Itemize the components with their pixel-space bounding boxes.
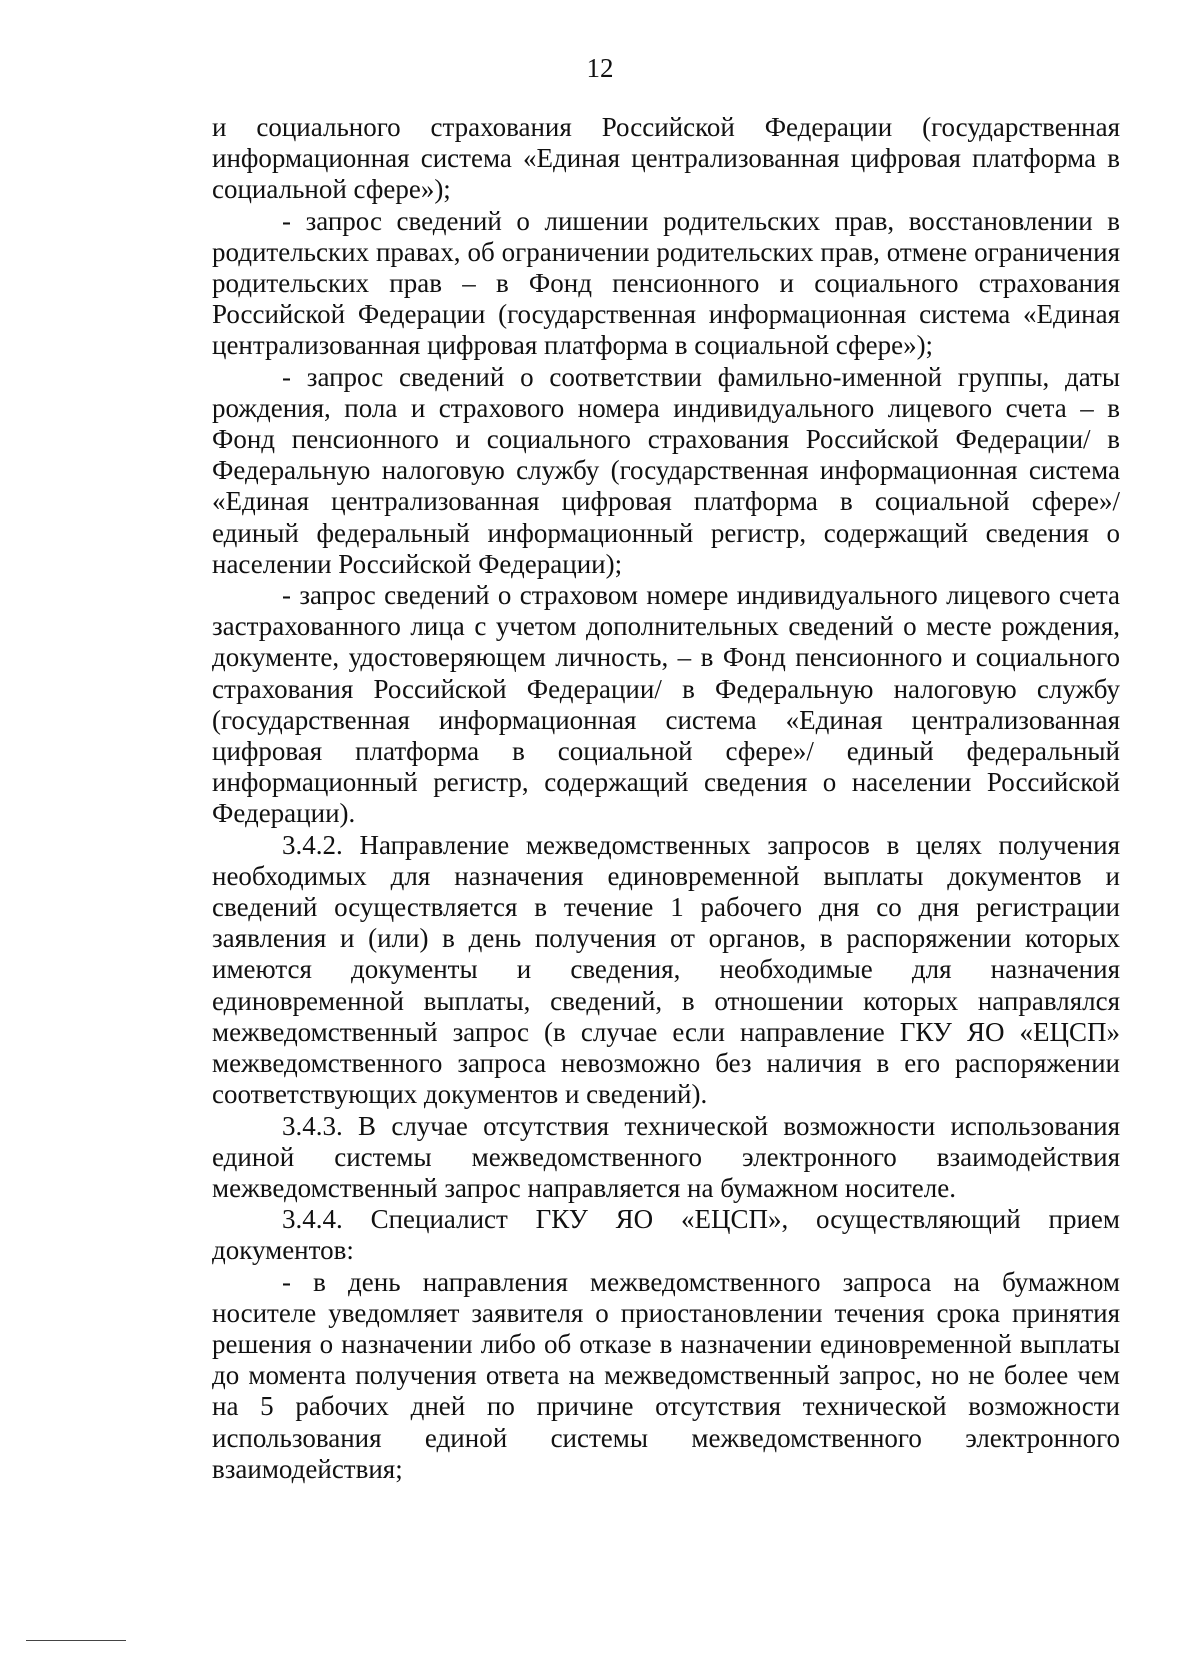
- document-body: [212, 112, 1120, 1485]
- paragraph-paper-request-notice: - в день направления межведомственного запроса на бумажном носителе уведомляет заявителя о приостановлении течения срока принятия решения о назначении либо об отказе в назначении единовременной выплаты до момента получения ответа на межведомственный запрос, но не более чем на 5 рабочих дней по причине отсутствия технической возможности использования единой системы межведомственного электронного взаимодействия;: [212, 1266, 1120, 1484]
- paragraph-3-4-3: 3.4.3. В случае отсутствия технической возможности использования единой системы межведомственного электронного взаимодействия межведомственный запрос направляется на бумажном носителе.: [212, 1110, 1120, 1203]
- paragraph-3-4-4: 3.4.4. Специалист ГКУ ЯО «ЕЦСП», осуществляющий прием документов:: [212, 1204, 1120, 1266]
- paragraph-parental-rights-request: - запрос сведений о лишении родительских прав, восстановлении в родительских правах, об ограничении родительских прав, отмене ограничения родительских прав – в Фонд пенсионного и социального страхования Российской Федерации (государственная информационная система «Единая централизованная цифровая платформа в социальной сфере»);: [212, 205, 1120, 361]
- page-number: 12: [586, 53, 614, 83]
- paragraph-continuation: и социального страхования Российской Федерации (государственная информационная система «Единая централизованная цифровая платформа в социальной сфере»);: [212, 112, 1120, 205]
- paragraph-identity-match-request: - запрос сведений о соответствии фамильно-именной группы, даты рождения, пола и страхового номера индивидуального лицевого счета – в Фонд пенсионного и социального страхования Российской Федерации/ в Федеральную налоговую службу (государственная информационная система «Единая централизованная цифровая платформа в социальной сфере»/ единый федеральный информационный регистр, содержащий сведения о населении Российской Федерации);: [212, 361, 1120, 579]
- paragraph-snils-request: - запрос сведений о страховом номере индивидуального лицевого счета застрахованного лица с учетом дополнительных сведений о месте рождения, документе, удостоверяющем личность, – в Фонд пенсионного и социального страхования Российской Федерации/ в Федеральную налоговую службу (государственная информационная система «Единая централизованная цифровая платформа в социальной сфере»/ единый федеральный информационный регистр, содержащий сведения о населении Российской Федерации).: [212, 580, 1120, 829]
- footnote-rule: [26, 1640, 126, 1641]
- paragraph-3-4-2: 3.4.2. Направление межведомственных запросов в целях получения необходимых для назначения единовременной выплаты документов и сведений осуществляется в течение 1 рабочего дня со дня регистрации заявления и (или) в день получения от органов, в распоряжении которых имеются документы и сведения, необходимые для назначения единовременной выплаты, сведений, в отношении которых направлялся межведомственный запрос (в случае если направление ГКУ ЯО «ЕЦСП» межведомственного запроса невозможно без наличия в его распоряжении соответствующих документов и сведений).: [212, 829, 1120, 1110]
